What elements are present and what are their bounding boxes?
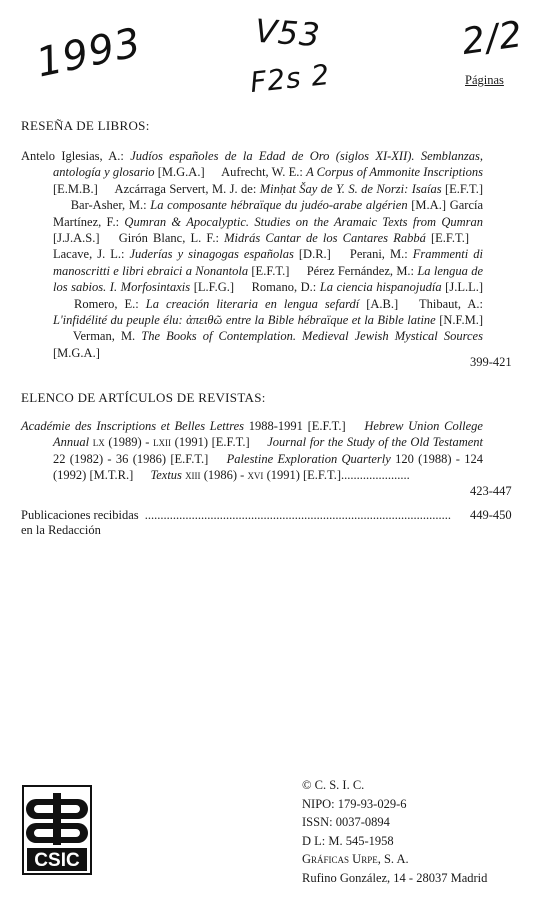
review-author: Verman, M.: [72, 329, 142, 344]
review-author: Aufrecht, W. E.:: [221, 165, 307, 180]
review-book-title: Midrás Cantar de los Cantares Rabbá: [224, 231, 426, 246]
publicaciones-page-range: 449-450: [470, 508, 512, 522]
journal-volumes: 22 (1982) - 36 (1986) [E.F.T.]: [53, 451, 209, 466]
journal-volumes: (1986) -: [200, 468, 248, 483]
journal-volume-roman: lxii: [153, 435, 172, 450]
legal-deposit-line: D L: M. 545-1958: [302, 833, 394, 848]
publicaciones-label: Publicaciones recibidas en la Redacción: [21, 508, 139, 537]
csic-logo-icon: [22, 785, 92, 875]
review-book-title: La ciencia hispanojudía: [319, 280, 442, 295]
review-author: Azcárraga Servert, M. J. de:: [114, 181, 260, 196]
review-book-title: L'infidélité du peuple élu: ἀπειθῶ entre la Bible hébraïque et la Bible latine: [53, 313, 436, 328]
review-author: García Martínez, F.:: [53, 198, 484, 229]
review-book-title: La lengua de los sabios. I. Morfosintaxis: [53, 263, 484, 295]
resena-page-range: 399-421: [470, 355, 512, 369]
csic-logo-text: CSIC: [34, 850, 80, 871]
journal-title: Journal for the Study of the Old Testament: [267, 435, 484, 450]
review-author: Antelo Iglesias, A.:: [21, 149, 131, 163]
publicaciones-entry: [21, 508, 451, 538]
handwritten-year: 1993: [32, 19, 146, 87]
paginas-column-header: Páginas: [465, 73, 504, 87]
reviewer: [J.J.A.S.]: [53, 231, 100, 246]
review-author: Lacave, J. L.:: [53, 247, 130, 262]
reviewer: [D.R.]: [293, 247, 331, 262]
elenco-section-title: ELENCO DE ARTÍCULOS DE REVISTAS:: [21, 390, 266, 405]
review-author: Thibaut, A.:: [419, 296, 483, 311]
journal-title: Palestine Exploration Quarterly: [226, 451, 391, 466]
review-book-title: Judíos españoles de la Edad de Oro (siglos XI-XII). Semblanzas, antología y glosario: [53, 149, 484, 180]
journal-volumes: (1991) [E.F.T.]: [263, 468, 342, 483]
review-author: Romano, D.:: [251, 280, 320, 295]
copyright-line: © C. S. I. C.: [302, 778, 365, 792]
imprint-block: [302, 776, 487, 887]
journal-volumes: (1989) -: [104, 435, 154, 450]
reviewer: [E.F.T.]: [248, 263, 290, 278]
dot-leader: ......................: [341, 468, 410, 483]
reviewer: [E.F.T.]: [441, 181, 483, 196]
journal-volume-roman: xiii: [185, 468, 201, 483]
review-author: Girón Blanc, L. F.:: [118, 231, 225, 246]
review-book-title: Frammenti di manoscritti e libri ebraici a Nonantola: [53, 247, 483, 278]
elenco-entries: [21, 418, 483, 484]
reviewer: [M.G.A.]: [53, 345, 100, 360]
review-author: Pérez Fernández, M.:: [306, 263, 418, 278]
reviewer: [M.A.]: [407, 198, 446, 213]
resena-entries: [21, 148, 483, 361]
review-book-title: Minḥat Šay de Y. S. de Norzi: Isaías: [259, 181, 442, 196]
reviewer: [N.F.M.]: [435, 313, 483, 328]
reviewer: [J.L.L.]: [441, 280, 484, 295]
review-author: Bar-Asher, M.:: [70, 198, 151, 213]
review-book-title: A Corpus of Ammonite Inscriptions: [306, 165, 483, 180]
review-book-title: Qumran & Apocalyptic. Studies on the Aramaic Texts from Qumran: [124, 214, 483, 229]
handwritten-part: 2/2: [459, 13, 526, 64]
journal-title: Hebrew Union College Annual: [53, 419, 483, 450]
issn-line: ISSN: 0037-0894: [302, 815, 390, 829]
dot-leader: ..................................................................................................: [144, 508, 451, 522]
address-line: Rufino González, 14 - 28037 Madrid: [302, 870, 488, 885]
reviewer: [E.M.B.]: [53, 181, 98, 196]
resena-section-title: RESEÑA DE LIBROS:: [21, 118, 150, 133]
journal-volumes: (1991) [E.F.T.]: [171, 435, 250, 450]
review-book-title: The Books of Contemplation. Medieval Jewish Mystical Sources: [141, 329, 483, 344]
review-author: Perani, M.:: [349, 247, 413, 262]
handwritten-fascicle: F2s 2: [248, 57, 332, 100]
review-book-title: La composante hébraïque du judéo-arabe algérien: [150, 198, 408, 213]
journal-volume-roman: xvi: [247, 468, 264, 483]
review-book-title: Juderías y sinagogas españolas: [129, 247, 294, 262]
journal-title: Académie des Inscriptions et Belles Lettres: [21, 419, 245, 433]
elenco-page-range: 423-447: [470, 484, 512, 498]
review-author: Romero, E.:: [74, 296, 146, 311]
journal-volume-roman: lx: [92, 435, 105, 450]
journal-title: Textus: [150, 468, 182, 483]
reviewer: [L.F.G.]: [190, 280, 235, 295]
reviewer: [E.F.T.]: [425, 231, 469, 246]
printer-line: Gráficas Urpe, S. A.: [302, 852, 409, 866]
journal-volumes: 1988-1991 [E.F.T.]: [244, 419, 346, 433]
review-book-title: La creación literaria en lengua sefardí: [145, 296, 360, 311]
reviewer: [A.B.]: [359, 296, 399, 311]
reviewer: [M.G.A.]: [154, 165, 205, 180]
handwritten-volume: V53: [253, 11, 322, 55]
journal-volumes: 120 (1988) - 124 (1992) [M.T.R.]: [53, 451, 484, 483]
nipo-line: NIPO: 179-93-029-6: [302, 796, 407, 811]
